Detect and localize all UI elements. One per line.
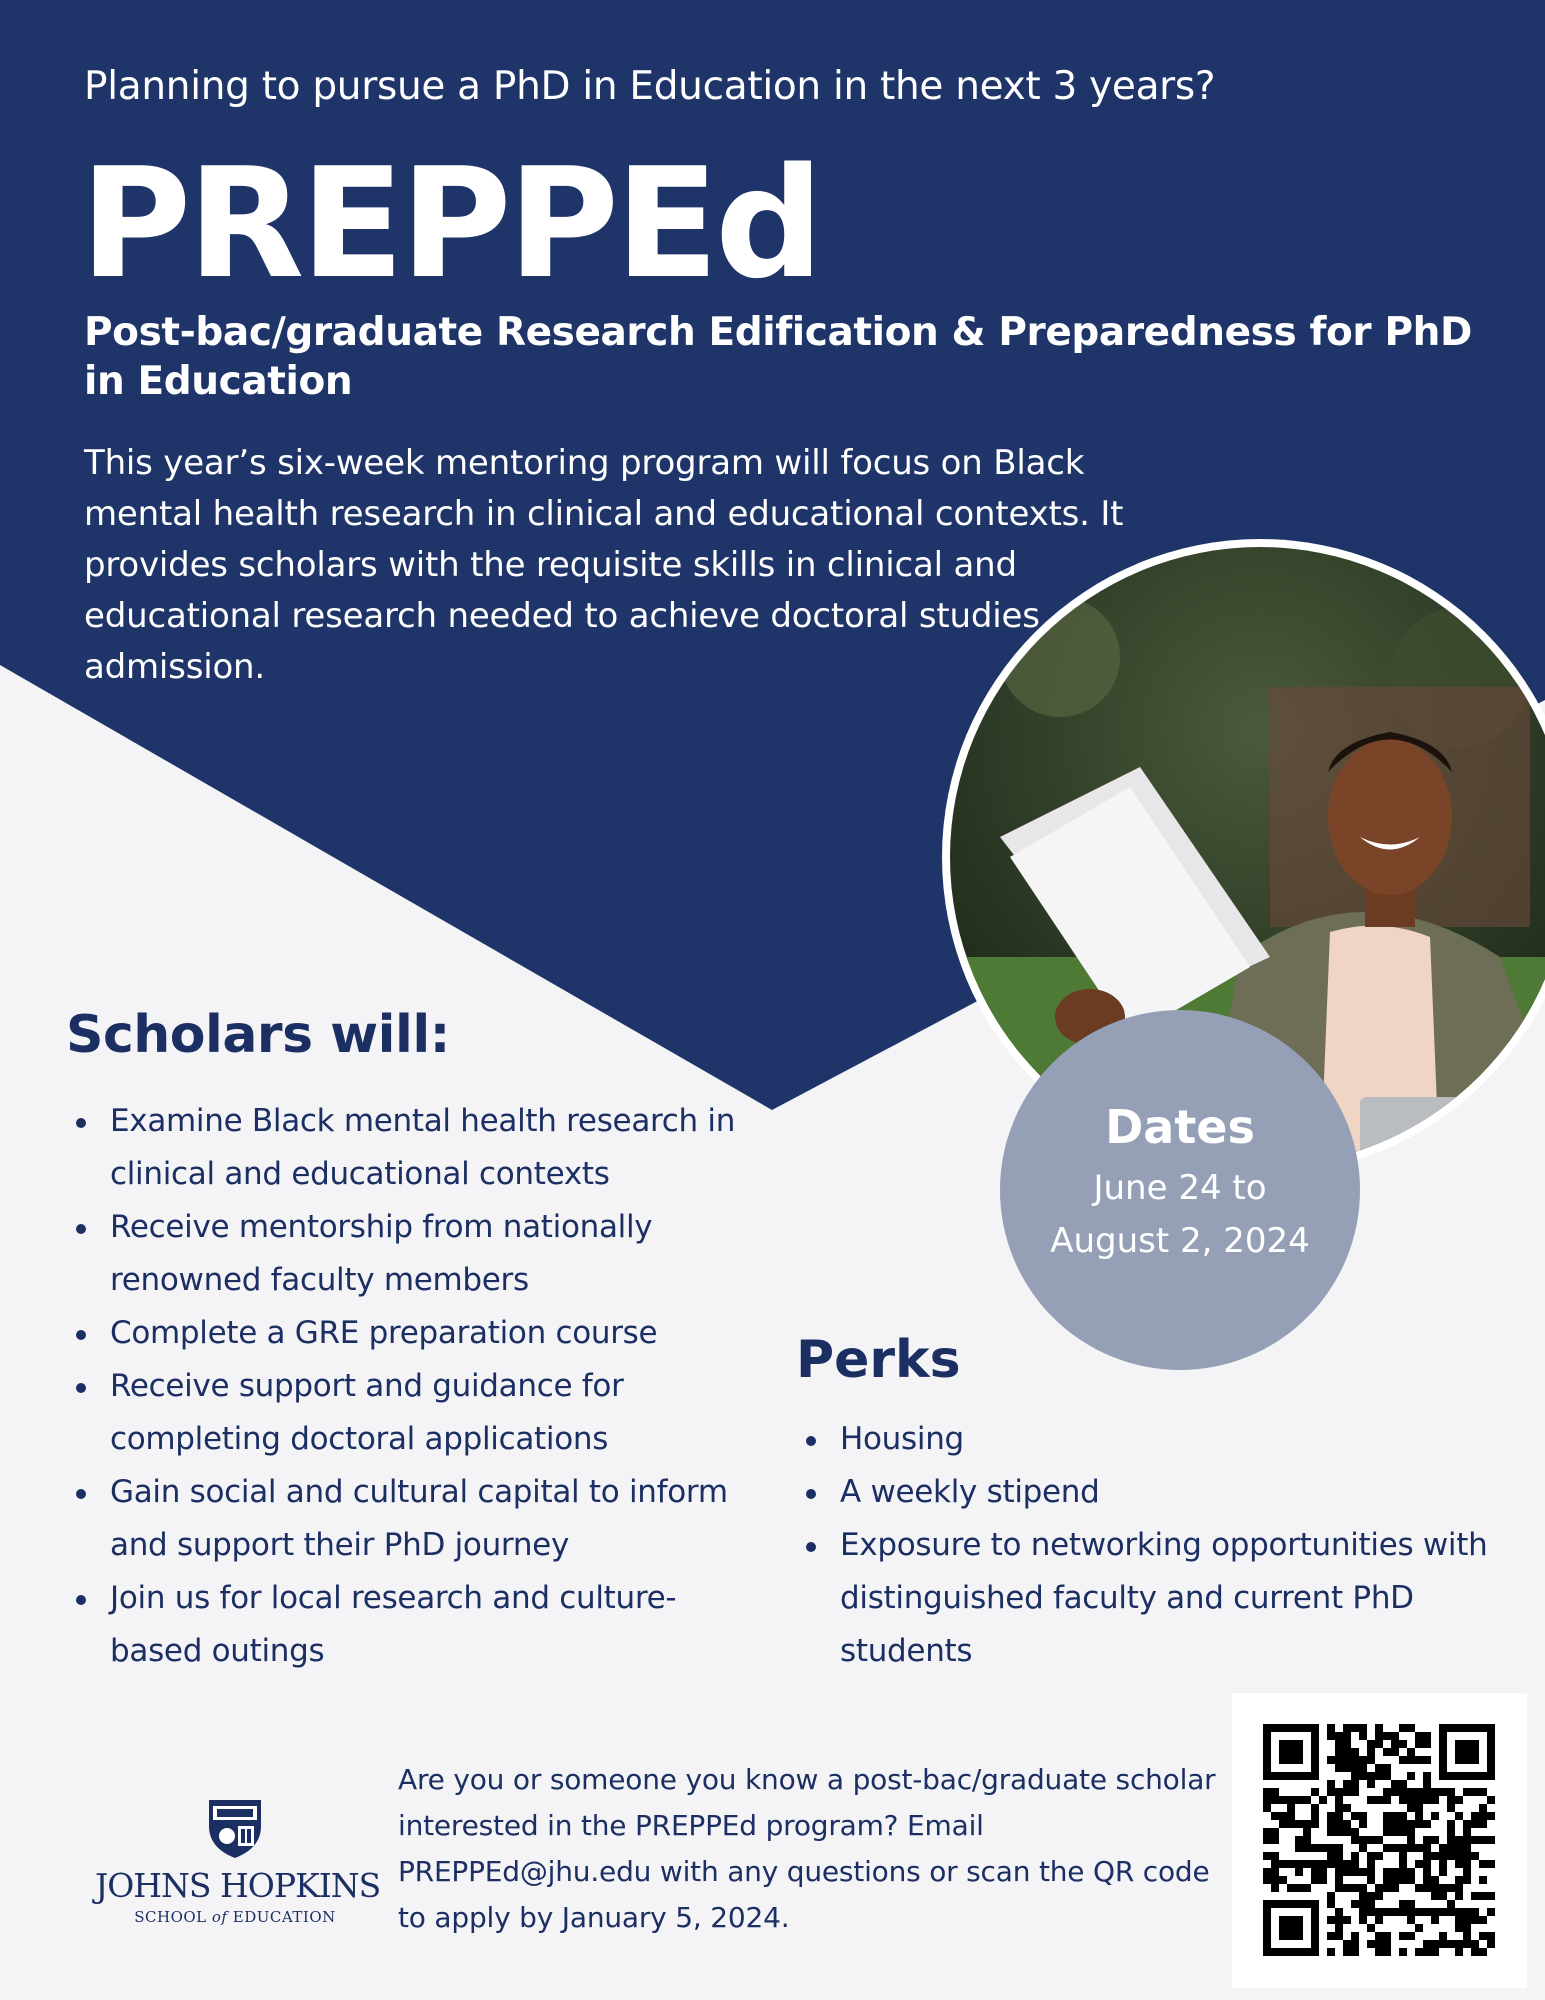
dates-value: June 24 to August 2, 2024 xyxy=(1050,1168,1310,1261)
list-item: Housing xyxy=(800,1413,1500,1466)
bullet-icon xyxy=(76,1383,86,1393)
program-full-name: Post-bac/graduate Research Edification & Preparedness for PhD in Education xyxy=(84,310,1472,404)
list-item: Receive support and guidance for completing doctoral applications xyxy=(70,1360,760,1466)
bullet-icon xyxy=(76,1224,86,1234)
jhu-logo xyxy=(95,1790,381,1930)
list-item: Complete a GRE preparation course xyxy=(70,1307,760,1360)
list-item: Receive mentorship from nationally renowned faculty members xyxy=(70,1201,760,1307)
jhu-school-name: SCHOOL of EDUCATION xyxy=(134,1908,336,1926)
bullet-icon xyxy=(806,1489,816,1499)
list-item: Exposure to networking opportunities with distinguished faculty and current PhD students xyxy=(800,1519,1500,1678)
perks-list xyxy=(800,1413,1500,1678)
list-item: Examine Black mental health research in clinical and educational contexts xyxy=(70,1095,760,1201)
bullet-icon xyxy=(806,1436,816,1446)
bullet-icon xyxy=(806,1542,816,1552)
list-item: A weekly stipend xyxy=(800,1466,1500,1519)
scholars-heading: Scholars will: xyxy=(66,1005,450,1065)
program-description: This year’s six-week mentoring program will focus on Black mental health research in clinical and educational contexts. It provides scholars with the requisite skills in clinical and educational research needed to achieve doctoral studies admission. xyxy=(84,443,1124,687)
perks-heading: Perks xyxy=(796,1330,961,1390)
jhu-shield-icon xyxy=(205,1796,265,1860)
jhu-name: JOHNS HOPKINS xyxy=(95,1866,381,1905)
bullet-icon xyxy=(76,1330,86,1340)
qr-code-icon[interactable] xyxy=(1232,1693,1527,1988)
call-to-action-text: Are you or someone you know a post-bac/graduate scholar interested in the PREPPEd program? Email PREPPEd@jhu.edu with any questions or scan the QR code to apply by January 5, 2024. xyxy=(398,1763,1216,1934)
dates-title: Dates xyxy=(1105,1100,1255,1154)
bullet-icon xyxy=(76,1595,86,1605)
tagline: Planning to pursue a PhD in Education in the next 3 years? xyxy=(84,64,1216,109)
dates-badge xyxy=(1000,1010,1360,1370)
scholars-list xyxy=(70,1095,760,1678)
list-item: Gain social and cultural capital to inform and support their PhD journey xyxy=(70,1466,760,1572)
list-item: Join us for local research and culture-based outings xyxy=(70,1572,760,1678)
page-title: PREPPEd xyxy=(80,135,820,312)
bullet-icon xyxy=(76,1118,86,1128)
bullet-icon xyxy=(76,1489,86,1499)
